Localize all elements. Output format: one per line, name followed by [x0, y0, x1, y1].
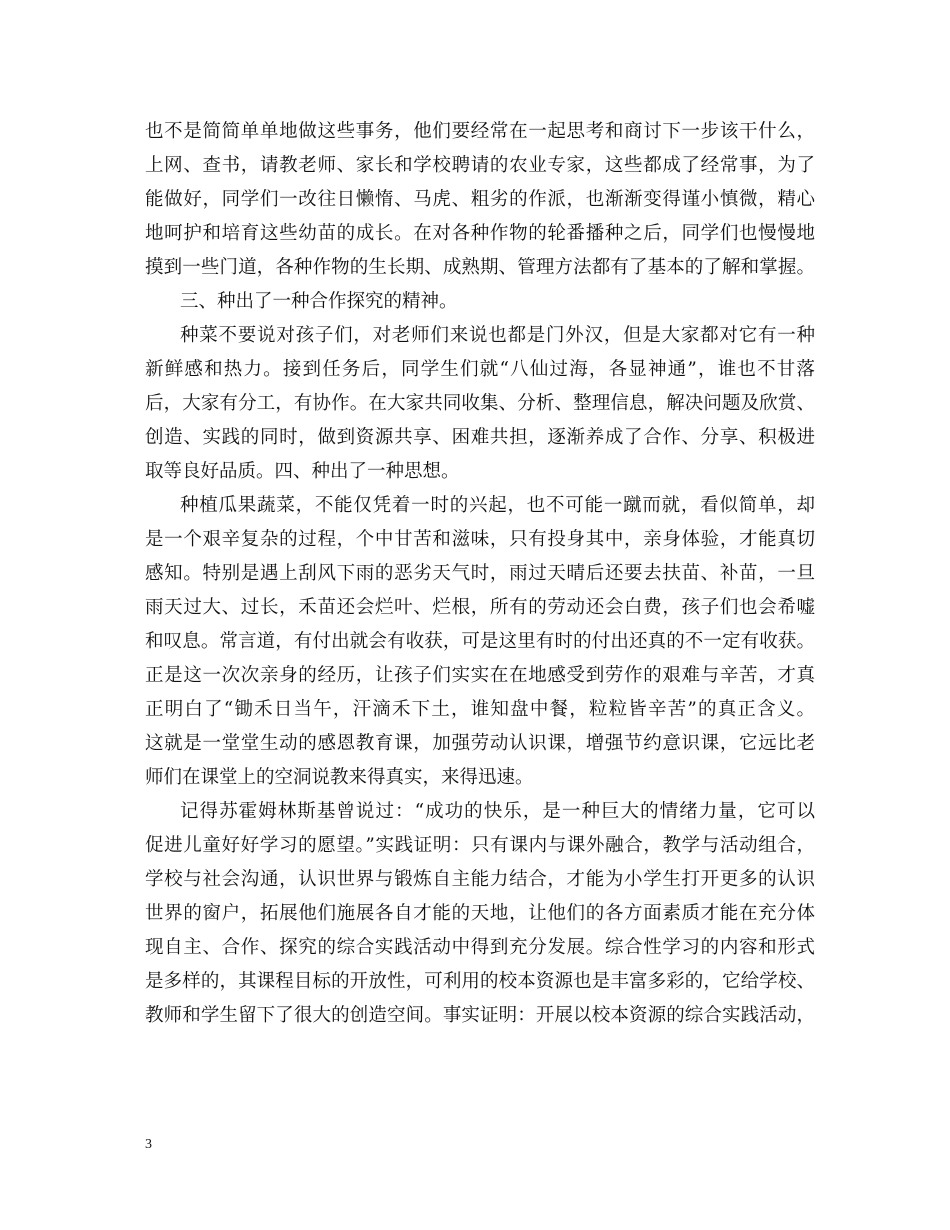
- text-line: 能做好，同学们一改往日懒惰、马虎、粗劣的作派，也渐渐变得谨小慎微，精心: [145, 189, 815, 210]
- text-line: 是多样的，其课程目标的开放性，可利用的校本资源也是丰富多彩的，它给学校、: [145, 971, 815, 992]
- text-line: 新鲜感和热力。接到任务后，同学生们就“八仙过海，各显神通”，谁也不甘落: [145, 359, 815, 380]
- text-line: 后，大家有分工，有协作。在大家共同收集、分析、整理信息，解决问题及欣赏、: [145, 393, 815, 414]
- page-number: 3: [145, 1137, 152, 1152]
- text-line: 雨天过大、过长，禾苗还会烂叶、烂根，所有的劳动还会白费，孩子们也会希嘘: [145, 597, 815, 618]
- text-line: 现自主、合作、探究的综合实践活动中得到充分发展。综合性学习的内容和形式: [145, 937, 815, 958]
- text-line: 是一个艰辛复杂的过程，个中甘苦和滋味，只有投身其中，亲身体验，才能真切: [145, 529, 815, 550]
- text-line: 正是这一次次亲身的经历，让孩子们实实在在地感受到劳作的艰难与辛苦，才真: [145, 665, 815, 686]
- text-line: 感知。特别是遇上刮风下雨的恶劣天气时，雨过天晴后还要去扶苗、补苗，一旦: [145, 563, 815, 584]
- text-line: 也不是简简单单地做这些事务，他们要经常在一起思考和商讨下一步该干什么，: [145, 121, 815, 142]
- text-line: 和叹息。常言道，有付出就会有收获，可是这里有时的付出还真的不一定有收获。: [145, 631, 815, 652]
- paragraph-first-line: 记得苏霍姆林斯基曾说过：“成功的快乐，是一种巨大的情绪力量，它可以: [180, 801, 815, 822]
- text-line: 取等良好品质。四、种出了一种思想。: [145, 461, 460, 482]
- section-heading: 三、种出了一种合作探究的精神。: [180, 291, 458, 312]
- text-line: 创造、实践的同时，做到资源共享、困难共担，逐渐养成了合作、分享、积极进: [145, 427, 815, 448]
- text-line: 教师和学生留下了很大的创造空间。事实证明：开展以校本资源的综合实践活动，: [145, 1005, 815, 1026]
- text-line: 上网、查书，请教老师、家长和学校聘请的农业专家，这些都成了经常事，为了: [145, 155, 815, 176]
- paragraph-first-line: 种植瓜果蔬菜，不能仅凭着一时的兴起，也不可能一蹴而就，看似简单，却: [180, 495, 815, 516]
- paragraph-first-line: 种菜不要说对孩子们，对老师们来说也都是门外汉，但是大家都对它有一种: [180, 325, 815, 346]
- text-line: 这就是一堂堂生动的感恩教育课，加强劳动认识课，增强节约意识课，它远比老: [145, 733, 815, 754]
- text-line: 地呵护和培育这些幼苗的成长。在对各种作物的轮番播种之后，同学们也慢慢地: [145, 223, 815, 244]
- text-line: 促进儿童好好学习的愿望。”实践证明：只有课内与课外融合，教学与活动组合，: [145, 835, 815, 856]
- text-line: 师们在课堂上的空洞说教来得真实，来得迅速。: [145, 767, 534, 788]
- text-line: 摸到一些门道，各种作物的生长期、成熟期、管理方法都有了基本的了解和掌握。: [145, 257, 815, 278]
- text-line: 学校与社会沟通，认识世界与锻炼自主能力结合，才能为小学生打开更多的认识: [145, 869, 815, 890]
- text-line: 世界的窗户，拓展他们施展各自才能的天地，让他们的各方面素质才能在充分体: [145, 903, 815, 924]
- text-line: 正明白了“锄禾日当午，汗滴禾下土，谁知盘中餐，粒粒皆辛苦”的真正含义。: [145, 699, 815, 720]
